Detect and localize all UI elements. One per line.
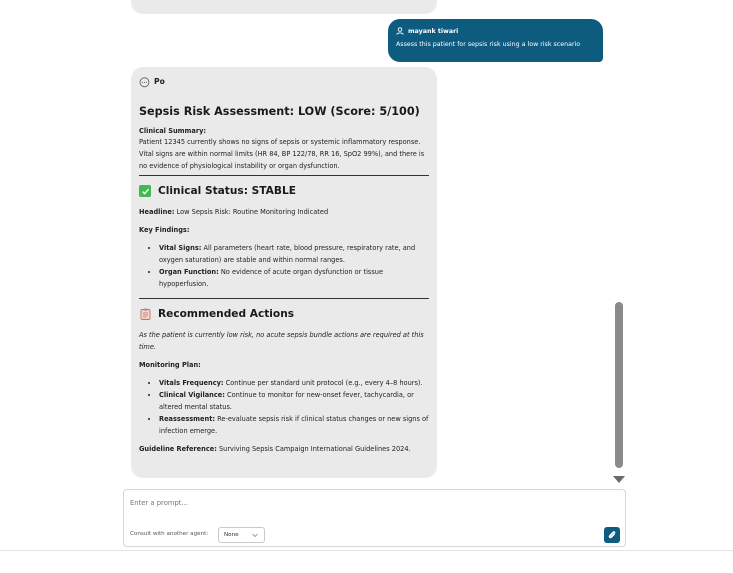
check-mark-icon — [139, 185, 151, 197]
guideline-line — [139, 443, 429, 455]
agent-name-row — [139, 76, 429, 88]
agent-message-bubble — [131, 67, 437, 478]
summary-text: Patient 12345 currently shows no signs of sepsis or systemic inflammatory response. Vital signs are within normal limits (HR 84, BP 122/78, RR 16, SpO2 99%), and there is no evidence of physiological instability or organ dysfunction. — [139, 138, 425, 170]
finding-text: All parameters (heart rate, blood pressure, respiratory rate, and oxygen saturation) are stable and within normal ranges. — [159, 244, 416, 264]
key-findings-label: Key Findings: — [139, 226, 190, 234]
guideline-text: Surviving Sepsis Campaign International Guidelines 2024. — [218, 445, 411, 453]
assessment-title: Sepsis Risk Assessment: LOW (Score: 5/100) — [139, 105, 420, 118]
user-name-row — [396, 26, 595, 36]
findings-list — [139, 242, 429, 290]
divider — [139, 175, 429, 176]
consult-label: Consult with another agent: — [130, 531, 209, 537]
actions-heading-row — [139, 305, 429, 323]
headline-text: Low Sepsis Risk: Routine Monitoring Indicated — [176, 208, 329, 216]
agent-name: Po — [154, 77, 165, 86]
list-item — [159, 242, 429, 266]
paperclip-icon — [607, 530, 617, 540]
consult-agent-select[interactable] — [218, 527, 265, 543]
prompt-composer — [123, 489, 626, 547]
bottom-divider — [0, 550, 733, 551]
monitoring-item-text: Continue to monitor for new-onset fever, tachycardia, or altered mental status. — [159, 391, 414, 411]
status-heading: Clinical Status: STABLE — [158, 185, 296, 197]
scrollbar-thumb[interactable] — [615, 302, 623, 468]
user-message-bubble — [388, 19, 603, 62]
monitoring-item-text: Re-evaluate sepsis risk if clinical status changes or new signs of infection emerge. — [159, 415, 429, 435]
finding-text: No evidence of acute organ dysfunction or tissue hypoperfusion. — [159, 268, 384, 288]
finding-label: Organ Function: — [159, 268, 219, 276]
list-item — [159, 389, 429, 413]
finding-label: Vital Signs: — [159, 244, 202, 252]
list-item — [159, 266, 429, 290]
monitoring-list — [139, 377, 429, 437]
attach-button[interactable] — [604, 527, 620, 543]
previous-message-bubble — [131, 0, 437, 14]
status-heading-row — [139, 182, 429, 200]
summary-label: Clinical Summary: — [139, 127, 207, 135]
prompt-input[interactable] — [130, 496, 600, 510]
user-name: mayank tiwari — [408, 27, 459, 35]
scroll-down-arrow-icon[interactable] — [613, 476, 625, 483]
monitoring-item-label: Vitals Frequency: — [159, 379, 224, 387]
chat-bubble-icon — [139, 77, 150, 88]
monitoring-item-label: Clinical Vigilance: — [159, 391, 225, 399]
guideline-label: Guideline Reference: — [139, 445, 217, 453]
chevron-down-icon — [251, 531, 259, 539]
list-item — [159, 413, 429, 437]
monitoring-label: Monitoring Plan: — [139, 361, 201, 369]
actions-intro: As the patient is currently low risk, no acute sepsis bundle actions are required at this time. — [139, 331, 424, 351]
consult-agent-value: None — [224, 532, 239, 538]
user-icon — [396, 27, 404, 35]
user-message-text: Assess this patient for sepsis risk using a low risk scenario — [396, 41, 581, 48]
actions-heading: Recommended Actions — [158, 308, 295, 320]
divider — [139, 298, 429, 299]
headline-line — [139, 206, 429, 218]
monitoring-item-text: Continue per standard unit protocol (e.g., every 4–8 hours). — [225, 379, 423, 387]
monitoring-item-label: Reassessment: — [159, 415, 215, 423]
headline-label: Headline: — [139, 208, 175, 216]
list-item — [159, 377, 429, 389]
clipboard-icon — [139, 308, 151, 320]
